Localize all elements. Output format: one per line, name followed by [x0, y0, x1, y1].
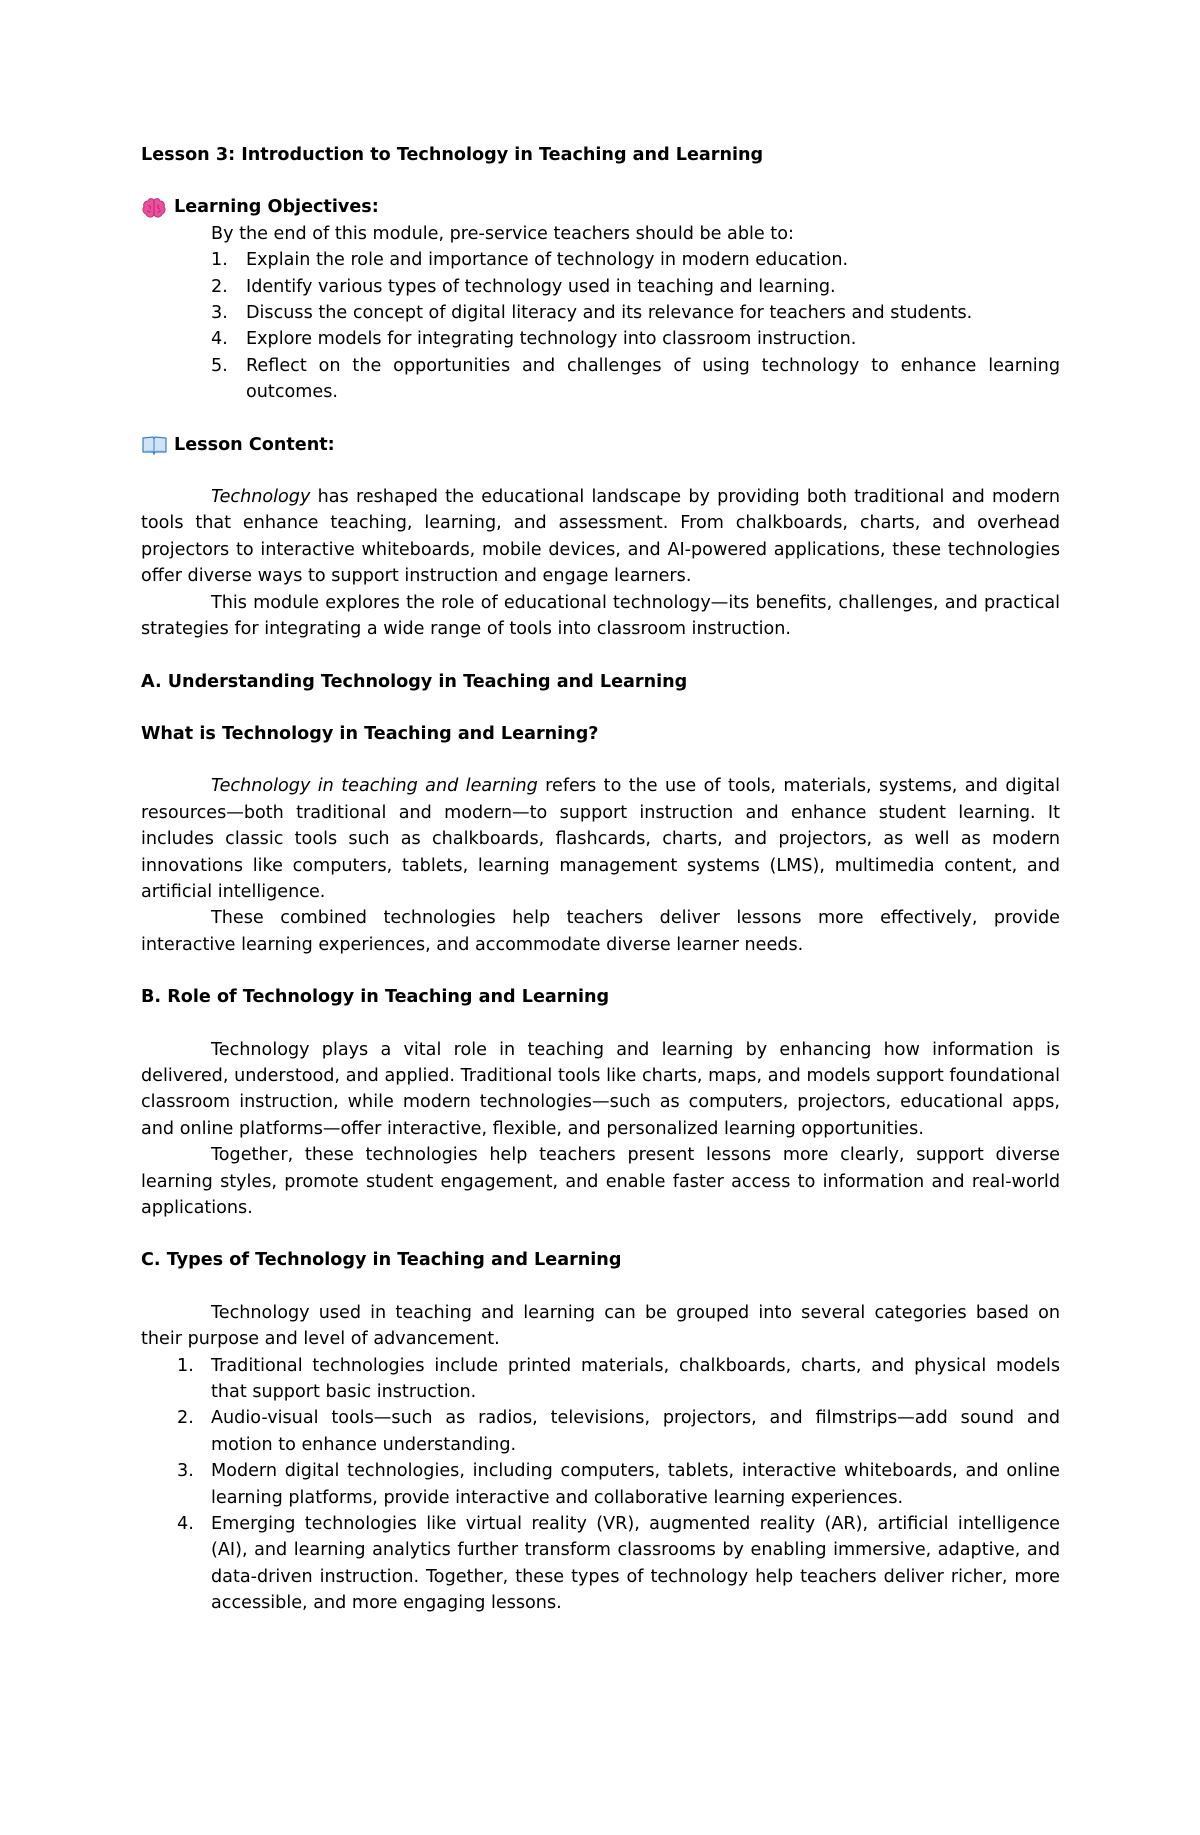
objectives-block	[141, 221, 1060, 406]
list-text: Traditional technologies include printed materials, chalkboards, charts, and physical models that support basic instruction.	[211, 1355, 1060, 1403]
term-technology: Technology	[211, 487, 311, 508]
list-number: 2.	[211, 276, 228, 297]
objectives-intro: By the end of this module, pre-service teachers should be able to:	[211, 223, 794, 244]
list-item	[211, 353, 1060, 406]
list-item	[177, 1353, 1060, 1406]
intro-paragraph-1	[141, 484, 1060, 590]
objectives-list	[211, 247, 1060, 405]
list-text: Emerging technologies like virtual reality (VR), augmented reality (AR), artificial intelligence (AI), and learning analytics further transform classrooms by enabling immersive, adaptive, and data-driven instruction. Together, these types of technology help teachers deliver richer, more accessible, and more engaging lessons.	[211, 1514, 1060, 1614]
list-number: 4.	[177, 1514, 194, 1535]
list-text: Reflect on the opportunities and challenges of using technology to enhance learning outcomes.	[246, 355, 1060, 403]
types-list	[177, 1353, 1060, 1617]
section-a-question: What is Technology in Teaching and Learning?	[141, 723, 599, 744]
types-list-block	[141, 1353, 1060, 1617]
intro-paragraph-2: This module explores the role of educational technology—its benefits, challenges, and practical strategies for integrating a wide range of tools into classroom instruction.	[141, 592, 1060, 640]
list-number: 1.	[177, 1355, 194, 1376]
term-technology-teaching-learning: Technology in teaching and learning	[211, 776, 538, 797]
section-a-heading: A. Understanding Technology in Teaching and Learning	[141, 671, 688, 692]
list-number: 2.	[177, 1408, 194, 1429]
content-heading	[141, 432, 1060, 458]
content-heading-label: Lesson Content:	[174, 434, 335, 455]
list-item	[211, 247, 1060, 273]
list-number: 4.	[211, 329, 228, 350]
list-item	[177, 1458, 1060, 1511]
objectives-heading	[141, 194, 1060, 220]
section-b-paragraph-2: Together, these technologies help teachers present lessons more clearly, support diverse learning styles, promote student engagement, and enable faster access to information and real-world applications.	[141, 1145, 1060, 1218]
list-item	[211, 274, 1060, 300]
lesson-title: Lesson 3: Introduction to Technology in Teaching and Learning	[141, 145, 764, 165]
list-text: Explain the role and importance of technology in modern education.	[246, 250, 849, 271]
list-text: Discuss the concept of digital literacy and its relevance for teachers and students.	[246, 303, 973, 324]
list-text: Modern digital technologies, including computers, tablets, interactive whiteboards, and online learning platforms, provide interactive and collaborative learning experiences.	[211, 1461, 1060, 1508]
section-c-heading: C. Types of Technology in Teaching and Learning	[141, 1250, 622, 1271]
list-number: 3.	[211, 303, 228, 324]
list-item	[177, 1405, 1060, 1458]
brain-icon	[141, 197, 168, 219]
section-b-heading: B. Role of Technology in Teaching and Learning	[141, 987, 610, 1008]
list-text: Audio-visual tools—such as radios, televisions, projectors, and filmstrips—add sound and motion to enhance understanding.	[211, 1408, 1060, 1455]
document-body	[141, 142, 1060, 1617]
list-item	[177, 1511, 1060, 1617]
list-number: 5.	[211, 355, 228, 376]
section-c-paragraph-1: Technology used in teaching and learning can be grouped into several categories based on their purpose and level of advancement.	[141, 1302, 1060, 1350]
paragraph-text: has reshaped the educational landscape by providing both traditional and modern tools that enhance teaching, learning, and assessment. From chalkboards, charts, and overhead projectors to interactive whiteboards, mobile devices, and AI-powered applications, these technologies offer diverse ways to support instruction and engage learners.	[141, 487, 1060, 587]
section-a-paragraph-1	[141, 773, 1060, 905]
list-item	[211, 300, 1060, 326]
list-number: 3.	[177, 1461, 194, 1482]
open-book-icon	[141, 434, 168, 456]
objectives-heading-label: Learning Objectives:	[174, 197, 379, 218]
section-b-paragraph-1: Technology plays a vital role in teaching and learning by enhancing how information is delivered, understood, and applied. Traditional tools like charts, maps, and models support foundational classroom instruction, while modern technologies—such as computers, projectors, educational apps, and online platforms—offer interactive, flexible, and personalized learning opportunities.	[141, 1039, 1060, 1139]
section-a-paragraph-2: These combined technologies help teachers deliver lessons more effectively, provide interactive learning experiences, and accommodate diverse learner needs.	[141, 908, 1060, 955]
paragraph-text: refers to the use of tools, materials, systems, and digital resources—both traditional and modern—to support instruction and enhance student learning. It includes classic tools such as chalkboards, flashcards, charts, and projectors, as well as modern innovations like computers, tablets, learning management systems (LMS), multimedia content, and artificial intelligence.	[141, 776, 1060, 902]
list-text: Identify various types of technology used in teaching and learning.	[246, 276, 836, 297]
list-number: 1.	[211, 250, 228, 271]
list-item	[211, 326, 1060, 352]
list-text: Explore models for integrating technology into classroom instruction.	[246, 329, 857, 350]
